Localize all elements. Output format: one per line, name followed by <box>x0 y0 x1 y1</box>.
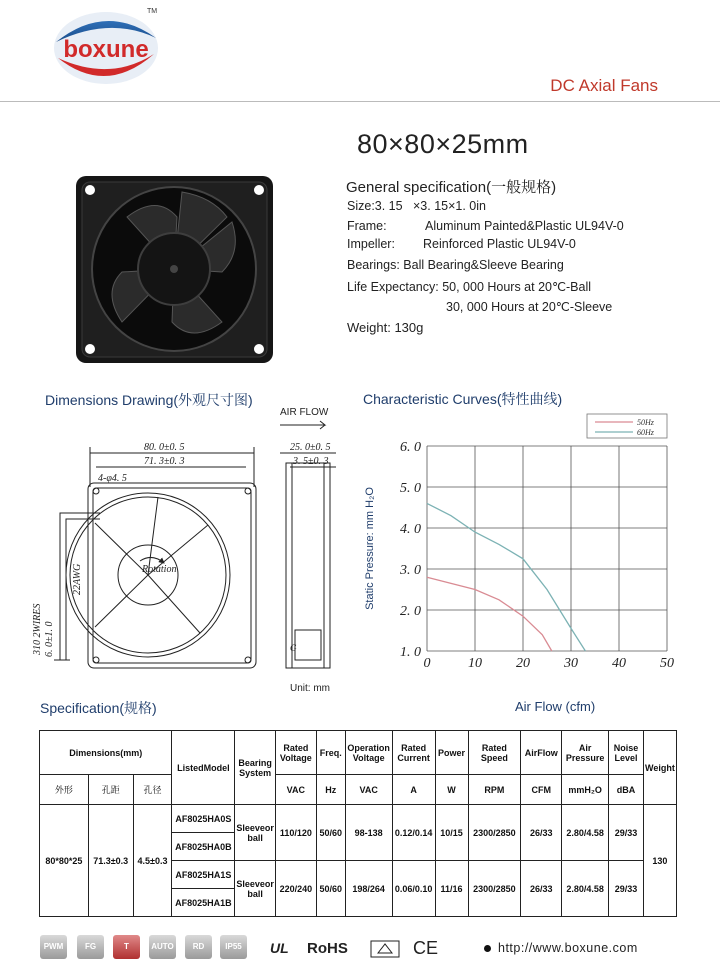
x-tick-label: 50 <box>660 656 674 671</box>
th-rated-current: Rated Current <box>392 731 435 775</box>
cell-hole-pitch: 71.3±0.3 <box>88 805 133 917</box>
legend-label: 60Hz <box>637 428 654 437</box>
rotation-label: Rotation <box>142 564 177 575</box>
cell-speed: 2300/2850 <box>468 805 521 861</box>
cell-freq: 50/60 <box>316 861 345 917</box>
characteristic-chart <box>355 408 695 673</box>
y-tick-label: 4. 0 <box>400 522 421 537</box>
x-tick-label: 30 <box>564 656 578 671</box>
cell-pressure: 2.80/4.58 <box>562 861 609 917</box>
cell-operation-voltage: 198/264 <box>345 861 392 917</box>
th-bearing-system: Bearing System <box>235 731 276 805</box>
small-mark-icon <box>384 940 392 948</box>
airflow-label: AIR FLOW <box>280 407 329 418</box>
unit-w: W <box>435 775 468 805</box>
cell-current: 0.06/0.10 <box>392 861 435 917</box>
y-tick-label: 2. 0 <box>400 604 421 619</box>
th-power: Power <box>435 731 468 775</box>
dim-71: 71. 3±0. 3 <box>144 456 185 467</box>
cell-airflow: 26/33 <box>521 861 562 917</box>
cell-model: AF8025HA1S <box>172 861 235 889</box>
fan-photo <box>72 172 277 367</box>
spec-life-sleeve: 30, 000 Hours at 20℃-Sleeve <box>446 300 613 314</box>
legend-box <box>587 414 667 438</box>
th-hole-dia: 孔径 <box>133 775 172 805</box>
header-divider <box>0 101 720 102</box>
website-link[interactable]: http://www.boxune.com <box>498 941 638 955</box>
spec-weight: Weight: 130g <box>347 320 424 335</box>
spec-bearings: Bearings: Ball Bearing&Sleeve Bearing <box>347 258 564 272</box>
ce-mark: CE <box>413 938 439 958</box>
spec-life-ball: Life Expectancy: 50, 000 Hours at 20℃-Ball <box>347 280 592 294</box>
unit-rpm: RPM <box>468 775 521 805</box>
specification-title: Specification(规格) <box>40 700 157 716</box>
cell-pressure: 2.80/4.58 <box>562 805 609 861</box>
th-weight: Weight <box>643 731 676 805</box>
g-label: G <box>290 643 297 653</box>
th-noise-level: Noise Level <box>609 731 644 775</box>
ip55-badge-icon: IP55 <box>220 935 247 959</box>
legend-label: 50Hz <box>637 418 654 427</box>
series-line <box>427 503 585 651</box>
dim-hole: 4-φ4. 5 <box>98 473 127 484</box>
th-dimensions: Dimensions(mm) <box>40 731 172 775</box>
th-rated-speed: Rated Speed <box>468 731 521 775</box>
thermal-badge-icon: T <box>113 935 140 959</box>
rohs-mark: RoHS <box>307 940 348 957</box>
spec-impeller-value: Reinforced Plastic UL94V-0 <box>423 237 576 251</box>
th-airflow: AirFlow <box>521 731 562 775</box>
cell-noise: 29/33 <box>609 805 644 861</box>
unit-dba: dBA <box>609 775 644 805</box>
cell-weight: 130 <box>643 805 676 917</box>
dim-25: 25. 0±0. 5 <box>290 442 331 453</box>
unit-vac-op: VAC <box>345 775 392 805</box>
y-axis-label: Static Pressure: mm H₂O <box>364 487 376 610</box>
spec-table <box>39 730 677 917</box>
x-tick-label: 20 <box>516 656 530 671</box>
trademark-mark: TM <box>147 8 158 15</box>
wires-label: 310 2WIRES <box>32 603 43 655</box>
unit-a: A <box>392 775 435 805</box>
pwm-badge-icon: PWM <box>40 935 67 959</box>
boxune-logo <box>50 8 162 88</box>
y-tick-label: 3. 0 <box>400 563 421 578</box>
brand-name: boxune <box>63 36 149 63</box>
rd-badge-icon: RD <box>185 935 212 959</box>
general-spec-heading: General specification(一般规格) <box>346 179 557 196</box>
th-outer: 外形 <box>40 775 89 805</box>
fg-badge-icon: FG <box>77 935 104 959</box>
cell-speed: 2300/2850 <box>468 861 521 917</box>
th-hole-pitch: 孔距 <box>88 775 133 805</box>
cell-hole-dia: 4.5±0.3 <box>133 805 172 917</box>
cell-model: AF8025HA1B <box>172 889 235 917</box>
dimensions-title: Dimensions Drawing(外观尺寸图) <box>45 392 253 408</box>
cell-current: 0.12/0.14 <box>392 805 435 861</box>
x-tick-label: 0 <box>423 656 431 671</box>
x-tick-label: 10 <box>468 656 482 671</box>
cell-rated-voltage: 220/240 <box>275 861 316 917</box>
th-operation-voltage: Operation Voltage <box>345 731 392 775</box>
unit-vac: VAC <box>275 775 316 805</box>
unit-hz: Hz <box>316 775 345 805</box>
cell-rated-voltage: 110/120 <box>275 805 316 861</box>
cell-model: AF8025HA0B <box>172 833 235 861</box>
unit-cfm: CFM <box>521 775 562 805</box>
series-line <box>427 577 552 651</box>
awg-label: 22AWG <box>72 563 83 595</box>
th-rated-voltage: Rated Voltage <box>275 731 316 775</box>
cell-bearing: Sleeveor ball <box>235 805 276 861</box>
cell-power: 10/15 <box>435 805 468 861</box>
cell-bearing: Sleeveor ball <box>235 861 276 917</box>
unit-label: Unit: mm <box>290 683 330 694</box>
cell-freq: 50/60 <box>316 805 345 861</box>
cell-power: 11/16 <box>435 861 468 917</box>
dimension-drawing <box>32 405 350 690</box>
unit-mmh2o: mmH₂O <box>562 775 609 805</box>
curves-title: Characteristic Curves(特性曲线) <box>363 391 563 407</box>
cell-noise: 29/33 <box>609 861 644 917</box>
th-freq: Freq. <box>316 731 345 775</box>
x-tick-label: 40 <box>612 656 626 671</box>
x-axis-label: Air Flow (cfm) <box>515 699 596 714</box>
y-tick-label: 5. 0 <box>400 481 421 496</box>
y-tick-label: 6. 0 <box>400 440 421 455</box>
spec-impeller-label: Impeller: <box>347 237 395 251</box>
spec-size: Size:3. 15 ×3. 15×1. 0in <box>347 199 486 213</box>
cell-outer: 80*80*25 <box>40 805 89 917</box>
cell-operation-voltage: 98-138 <box>345 805 392 861</box>
y-tick-label: 1. 0 <box>400 645 421 660</box>
th-listed-model: ListedModel <box>172 731 235 805</box>
product-type: DC Axial Fans <box>550 76 658 95</box>
cell-model: AF8025HA0S <box>172 805 235 833</box>
size-title: 80×80×25mm <box>357 129 529 159</box>
strip-label: 6. 0±1. 0 <box>44 621 55 657</box>
dim-80: 80. 0±0. 5 <box>144 442 185 453</box>
dim-3: 3. 5±0. 3 <box>293 456 329 467</box>
spec-frame-value: Aluminum Painted&Plastic UL94V-0 <box>425 219 624 233</box>
auto-badge-icon: AUTO <box>149 935 176 959</box>
bullet-icon <box>484 945 491 952</box>
cell-airflow: 26/33 <box>521 805 562 861</box>
spec-frame-label: Frame: <box>347 219 387 233</box>
ul-mark-icon: UL <box>270 940 289 956</box>
th-air-pressure: Air Pressure <box>562 731 609 775</box>
